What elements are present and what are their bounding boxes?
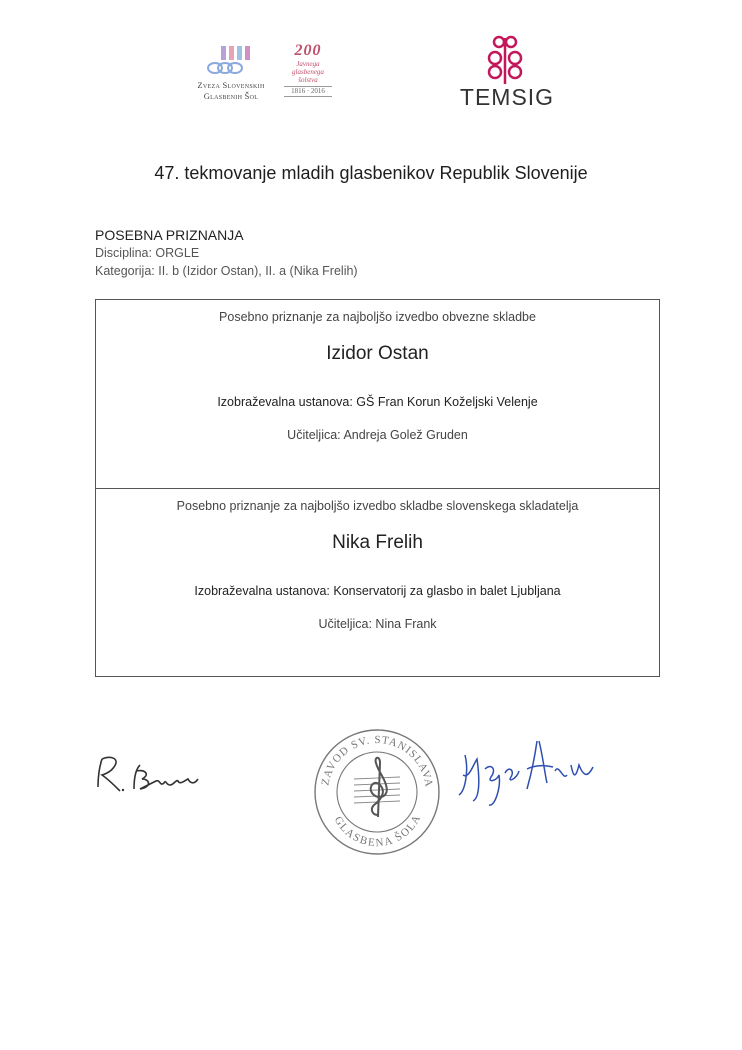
document-title: 47. tekmovanje mladih glasbenikov Republik Slovenije: [154, 163, 588, 183]
temsig-logo-icon: [483, 34, 527, 86]
awards-table: [95, 299, 660, 677]
anniversary-line-1: Javnega: [296, 60, 320, 68]
svg-text:GLASBENA ŠOLA: GLASBENA ŠOLA: [331, 812, 424, 850]
section-heading: POSEBNA PRIZNANJA: [95, 227, 244, 243]
award-recipient-name: Izidor Ostan: [326, 343, 429, 364]
award-institution: Izobraževalna ustanova: Konservatorij za glasbo in balet Ljubljana: [194, 584, 561, 598]
award-teacher: Učiteljica: Andreja Golež Gruden: [287, 428, 468, 442]
award-institution: Izobraževalna ustanova: GŠ Fran Korun Koželjski Velenje: [217, 395, 538, 409]
discipline-line: Disciplina: ORGLE: [95, 246, 200, 260]
category-line: Kategorija: II. b (Izidor Ostan), II. a (Nika Frelih): [95, 264, 358, 278]
svg-text:ZAVOD SV. STANISLAVA: ZAVOD SV. STANISLAVA: [319, 733, 435, 789]
anniversary-years: 1816 · 2016: [284, 86, 332, 97]
school-stamp-icon: [312, 727, 442, 857]
temsig-logo-text: TEMSIG: [459, 84, 555, 110]
award-caption: Posebno priznanje za najboljšo izvedbo obvezne skladbe: [219, 310, 536, 324]
award-teacher: Učiteljica: Nina Frank: [318, 617, 437, 631]
signature-left-icon: [90, 745, 220, 805]
award-cell: [96, 300, 659, 489]
zveza-text-line-1: Zveza Slovenskih: [197, 80, 265, 90]
zveza-text-line-2: Glasbenih Šol: [203, 91, 259, 101]
award-cell: [96, 489, 659, 677]
anniversary-line-2: glasbenega: [292, 68, 324, 76]
anniversary-line-3: šolstva: [298, 76, 318, 84]
anniversary-number: 200: [294, 42, 322, 59]
anniversary-badge: [278, 42, 338, 97]
zveza-logo-text: [176, 80, 286, 102]
signature-right-icon: [455, 735, 615, 810]
award-recipient-name: Nika Frelih: [332, 532, 423, 553]
award-caption: Posebno priznanje za najboljšo izvedbo skladbe slovenskega skladatelja: [176, 499, 579, 513]
